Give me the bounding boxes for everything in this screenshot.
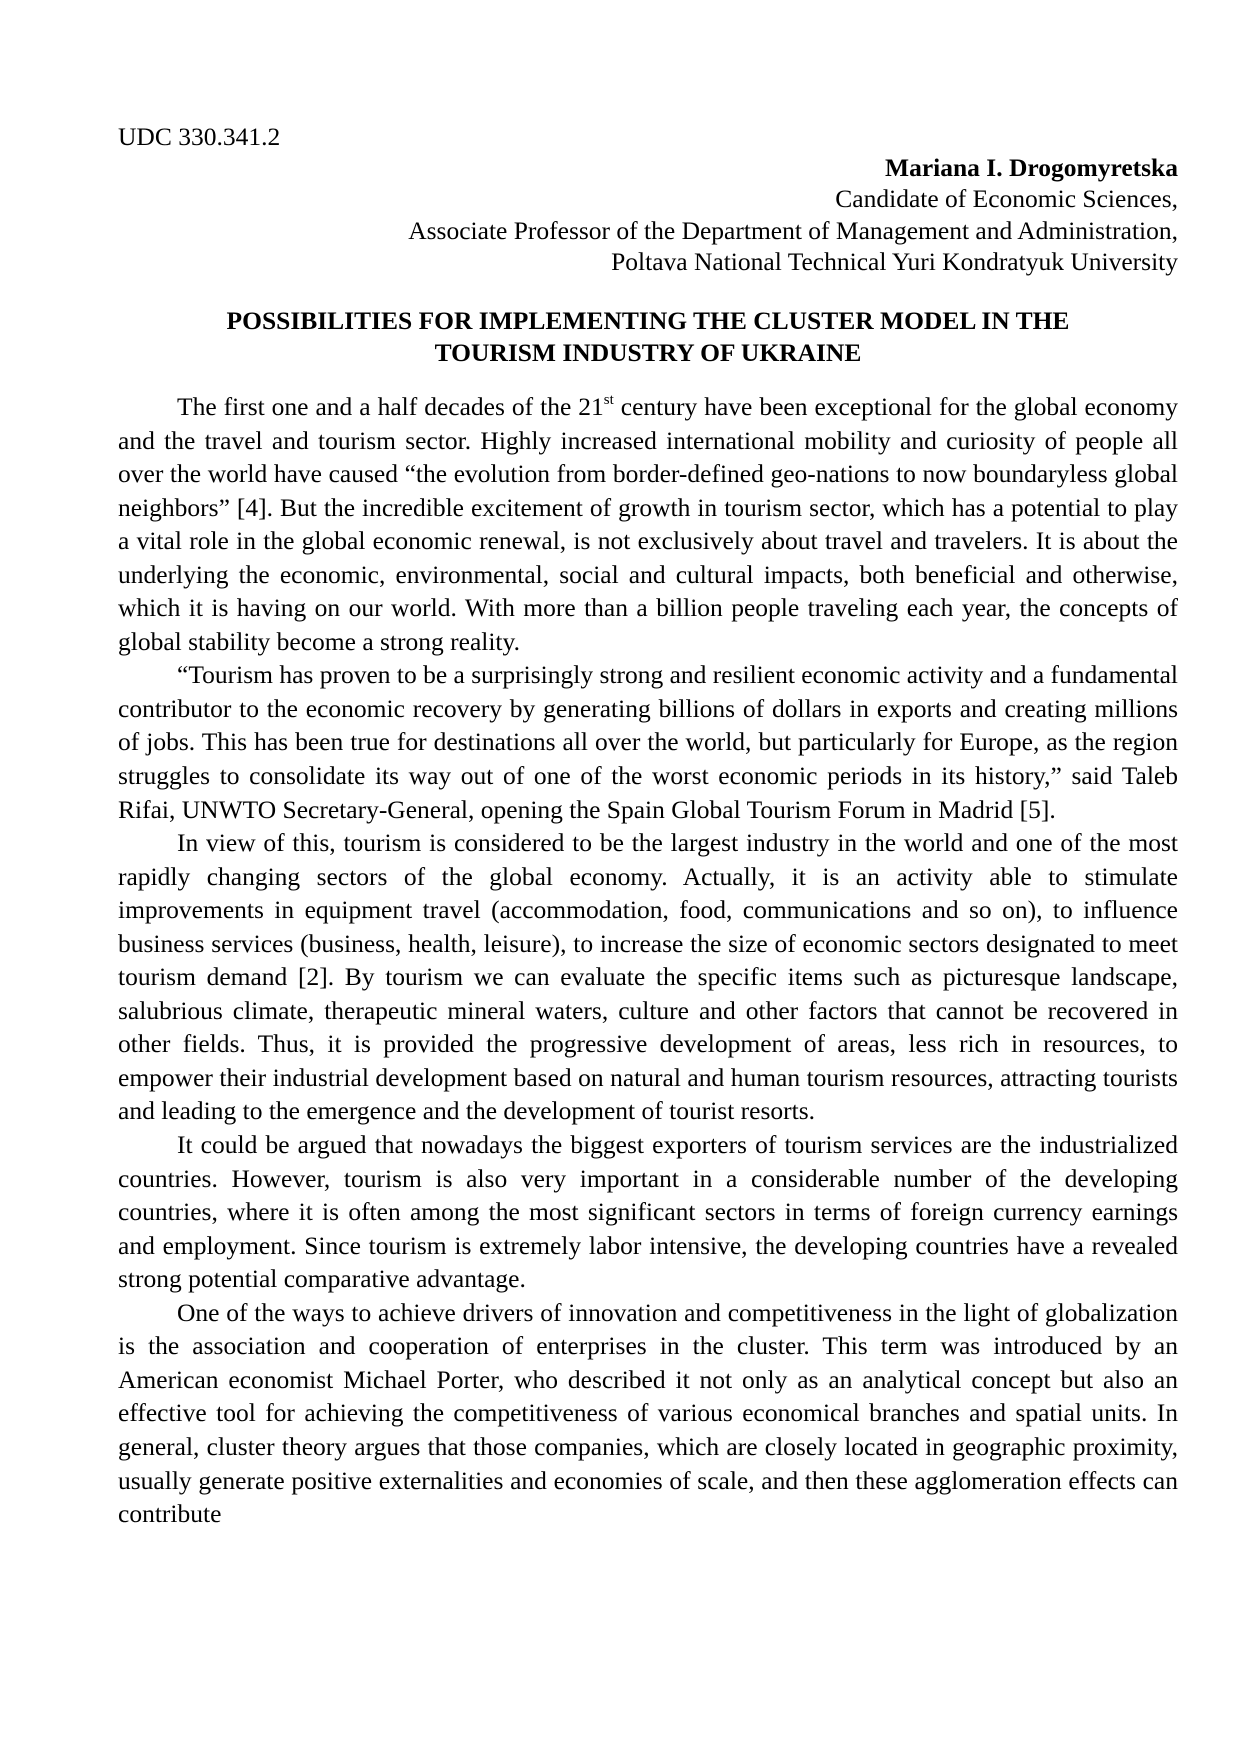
paragraph-2: “Tourism has proven to be a surprisingly strong and resilient economic activity and a fundamental contributor to the economic recovery by generating billions of dollars in exports and creating millions of jobs. This has been true for destinations all over the world, but particularly for Europe, as the region struggles to consolidate its way out of one of the worst economic periods in its history,” said Taleb Rifai, UNWTO Secretary-General, opening the Spain Global Tourism Forum in Madrid [5]. [118, 660, 1178, 824]
author-block [118, 152, 1178, 277]
author-degree: Candidate of Economic Sciences, [835, 184, 1178, 214]
title-line-1: POSSIBILITIES FOR IMPLEMENTING THE CLUSTER MODEL IN THE [226, 306, 1070, 335]
author-affiliation: Poltava National Technical Yuri Kondratyuk University [611, 246, 1178, 276]
udc-code: UDC 330.341.2 [118, 122, 281, 151]
author-name: Mariana I. Drogomyretska [885, 153, 1178, 182]
paragraph-4: It could be argued that nowadays the biggest exporters of tourism services are the industrialized countries. However, tourism is also very important in a considerable number of the developing countries, where it is often among the most significant sectors in terms of foreign currency earnings and employment. Since tourism is extremely labor intensive, the developing countries have a revealed strong potential comparative advantage. [118, 1130, 1178, 1294]
article-title [118, 305, 1178, 369]
paragraph-1-text-b: century have been exceptional for the global economy and the travel and tourism sector. Highly increased international mobility and curiosity of people all over the world have caused “the evolution from border-defined geo-nations to now boundaryless global neighbors” [4]. But the incredible excitement of growth in tourism sector, which has a potential to play a vital role in the global economic renewal, is not exclusively about travel and travelers. It is about the underlying the economic, environmental, social and cultural impacts, both beneficial and otherwise, which it is having on our world. With more than a billion people traveling each year, the concepts of global stability become a strong reality. [118, 392, 1178, 656]
article-body [118, 390, 1178, 1531]
paragraph-3: In view of this, tourism is considered to be the largest industry in the world and one of the most rapidly changing sectors of the global economy. Actually, it is an activity able to stimulate improvements in equipment travel (accommodation, food, communications and so on), to influence business services (business, health, leisure), to increase the size of economic sectors designated to meet tourism demand [2]. By tourism we can evaluate the specific items such as picturesque landscape, salubrious climate, therapeutic mineral waters, culture and other factors that cannot be recovered in other fields. Thus, it is provided the progressive development of areas, less rich in resources, to empower their industrial development based on natural and human tourism resources, attracting tourists and leading to the emergence and the development of tourist resorts. [118, 828, 1178, 1126]
paragraph-1 [118, 390, 1178, 658]
paragraph-5: One of the ways to achieve drivers of innovation and competitiveness in the light of globalization is the association and cooperation of enterprises in the cluster. This term was introduced by an American economist Michael Porter, who described it not only as an analytical concept but also an effective tool for achieving the competitiveness of various economical branches and spatial units. In general, cluster theory argues that those companies, which are closely located in geographic proximity, usually generate positive externalities and economies of scale, and then these agglomeration effects can contribute [118, 1297, 1178, 1529]
paragraph-1-text-a: The first one and a half decades of the 21 [177, 392, 604, 421]
title-line-2: TOURISM INDUSTRY OF UKRAINE [434, 338, 862, 367]
ordinal-superscript: st [603, 392, 614, 408]
author-position: Associate Professor of the Department of Management and Administration, [408, 215, 1178, 245]
